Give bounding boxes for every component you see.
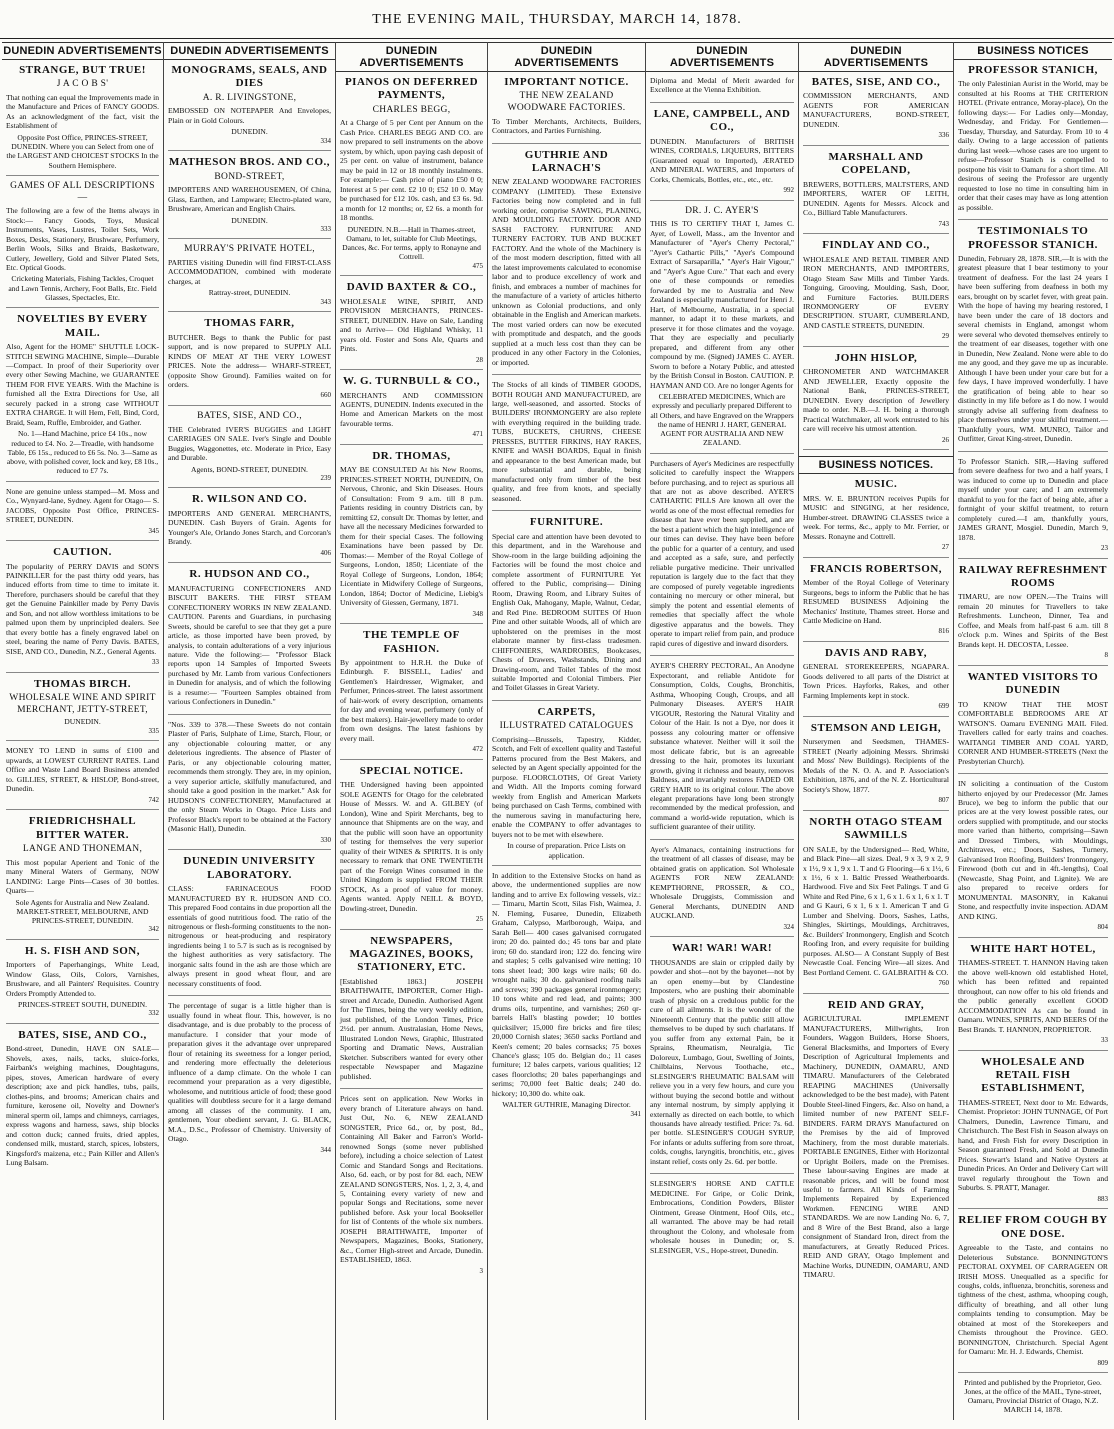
ad-body-text: MONEY TO LEND in sums of £100 and upwards, at LOWEST CURRENT RATES. Land Office and Waste Land Board Business attended to. GILLIES, STREET, & HISLOP, Bond-street, Dunedin.: [6, 746, 159, 794]
advertisement: [168, 244, 331, 312]
ad-headline: IMPORTANT NOTICE.: [504, 76, 629, 88]
ad-subheading: MURRAY'S PRIVATE HOTEL,: [184, 244, 315, 255]
ad-headline: THE TEMPLE OF FASHION.: [363, 629, 460, 655]
ad-headline: R. WILSON AND CO.: [192, 493, 307, 506]
ad-body-text: Bond-street, Dunedin, HAVE ON SALE— Shovels, axes, nails, tacks, sluice-forks, Fairbank's weighing machines, Doughtaguns, pipes, stoves, American hardware of every description; axe and pick handles, tubs, pails, clothes-pins, and brooms; American chairs and furniture, kerosene oil, Novelty and Downer's mineral sperm oil, lamps and chimneys, carriages, express wagons and harness, saws, ship blocks and cotton duck; canned fruits, dried apples, condensed milk, mustard, starch, spices, lobsters, Kingsford's maizena, etc.; Pain Killer and Allen's Lung Balsam.: [6, 1044, 159, 1168]
advertisement: [168, 493, 331, 563]
advertisement: [168, 317, 331, 406]
ad-footer-text: Sole Agents for Australia and New Zealand. MARKET-STREET, MELBOURNE, AND PRINCES-STREET, DUNEDIN.: [15, 897, 150, 926]
ad-reference-number: 348: [472, 609, 483, 618]
ad-footer-text: Opposite Post Office, PRINCES-STREET, DUNEDIN. Where you can Select from one of the LARGEST AND CHOICEST STOCKS In the Southern Hemisphere.: [6, 132, 159, 170]
ad-body-text: [Established 1863.] JOSEPH BRAITHWAITE, IMPORTER, Corner High-street and Arcade, Dunedin. Authorised Agent for The Times, being the very weekly edition, just published, of the London Times, Price 2½d. per annum. Australasian, Home News, Illustrated London News, Graphic, Illustrated Sporting and Dramatic News, Australian Sketcher. Subscribers wanted for every other respectable Newspaper and Magazine published.: [340, 976, 483, 1081]
advertisement: [958, 1056, 1108, 1210]
advertisement: [168, 64, 331, 151]
ad-body-text: Agreeable to the Taste, and contains no Deleterious Substance. BONNINGTON'S PECTORAL OXYMEL OF CARRAGEEN OR IRISH MOSS. Unequalled as a specific for coughs, colds, influenza, bronchitis, soreness and tightness of the chest, asthma, whooping cough, difficulty of breathing, and all other lung complaints tending to consumption. May be obtained at most of the Storekeepers and Chemists throughout the Province. GEO. BONNINGTON, Christchurch. Special Agent for Oamaru: Mr. H. J. Edwards, Chemist.: [958, 1243, 1108, 1357]
ad-reference-number: 336: [938, 131, 949, 140]
advertisement: [492, 380, 641, 511]
ad-headline: PIANOS ON DEFERRED PAYMENTS,: [344, 76, 479, 102]
ad-footer-text: WALTER GUTHRIE, Managing Director.: [502, 1100, 631, 1110]
ad-footer-text: PRINCES-STREET SOUTH, DUNEDIN.: [18, 1000, 147, 1010]
column-heading: DUNEDIN ADVERTISEMENTS: [2, 42, 163, 60]
ad-reference-number: 742: [148, 795, 159, 804]
ad-headline: TESTIMONIALS TO PROFESSOR STANICH.: [968, 225, 1098, 251]
ad-subheading: GAMES OF ALL DESCRIPTIONS—: [10, 180, 155, 203]
ad-reference-number: 33: [1101, 1036, 1108, 1045]
column-6: [799, 42, 954, 1420]
ad-reference-number: 324: [783, 922, 794, 931]
ad-reference-number: 8: [1104, 651, 1108, 660]
ad-body-text: THAMES-STREET, Next door to Mr. Edwards, Chemist. Proprietor: JOHN TUNNAGE, Of Port Chalmers, Dunedin, Lawrence Timaru, and Christchurch. The Best Fish in Season always on hand, and Fresh Fish for every Description in Season guaranteed Fresh, and Sold at Dunedin Prices. Stewart's Island and Native Oysters at Dunedin Prices. An Order and Delivery Cart will travel regularly throughout the Town and Suburbs. S. PRATT, Manager.: [958, 1097, 1108, 1193]
ad-headline: RELIEF FROM COUGH BY ONE DOSE.: [958, 1214, 1108, 1240]
advertisement: [803, 722, 949, 811]
ad-headline: MARSHALL AND COPELAND,: [828, 150, 924, 177]
column-4: [488, 42, 646, 1420]
ad-reference-number: 332: [148, 1009, 159, 1018]
ad-footer-text: No. 1—Hand Machine, price £4 10s., now reduced to £4. No. 2—Treadle, with handsome Table, £6 15s., reduced to £6 5s. No. 3—Same as above, with polished cover, lock and key, £8 10s., reduced to £7 7s.: [6, 429, 159, 476]
advertisement: [168, 855, 331, 996]
ad-reference-number: 743: [938, 219, 949, 228]
column-1: [2, 42, 164, 1420]
advertisement: [340, 76, 483, 276]
ad-body-text: MAY BE CONSULTED At his New Rooms, PRINCES-STREET NORTH, DUNEDIN, On Nervous, Chronic, and Skin Diseases. Hours of Consultation: From 9 a.m. till 8 p.m. Patients residing in country Districts can, by remitting £2, consult Dr. Thomas by letter, and have all the necessary Medicines forwarded to them for their special Cases. The following Examinations have been passed by Dr. Thomas:— Member of the Royal College of Surgeons, London, 1850; Licentiate of the Royal College of Surgeons, London, 1864; Licentiate in Midwifery College of Surgeons, London, 1864; Doctor of Medicine, Liebig's University of Giessen, Germany, 1871.: [340, 465, 483, 608]
ad-reference-number: 342: [148, 925, 159, 934]
advertisement: [958, 564, 1108, 666]
ad-subheading: A. R. LIVINGSTONE,: [202, 92, 297, 103]
ad-headline: THOMAS FARR,: [204, 317, 295, 330]
ad-footer-text: DUNEDIN. N.B.—Hall in Thames-street, Oamaru, to let, suitable for Club Meetings, Dances, &c. For terms, apply to Ronayne and Cottrell.: [342, 224, 481, 262]
ad-reference-number: 809: [1097, 1358, 1108, 1367]
advertisement: [6, 945, 159, 1024]
masthead: [0, 0, 1114, 40]
advertisement: [803, 478, 949, 557]
advertisement: [492, 516, 641, 701]
ad-body-text: In addition to the Extensive Stocks on hand as above, the undermentioned supplies are now landing and to arrive Ex following vessels, viz.:— Timaru, Martin Scott, Silas Fish, Waimea, J. N. Fleming, Fusaree, Dunedin, Elizabeth Graham, Calypso, Marlborough, Waipa, and Sarah Bell— 400 cases galvanised corrugated iron; 20 do. painted do.; 45 tons bar and plate iron; 60 do. standard iron; 122 do. fencing wire and staples; 5 cells galvanised wire netting; 10 tons sheet lead; 300 kegs wire nails; 60 do. wrought nails; 30 do. galvanised roofing nails and screws; 390 packages general ironmongery; 10 tons white and red lead, and paints; 300 drums oils, turpentine, and varnishes; 260 qr-barrels Hall's blasting powder; 10 bottles quicksilver; 15,000 fire bricks and fire tiles; 20,000 Cornish slates; 3650 sacks Portland and Keen's cement; 20 bales cornsacks; 75 boxes Chance's glass; 105 do. Belgian do.; 11 cases furniture; 12 bales carpets, various qualities; 12 cases floorcloths; 20 bales paperhangings and serims; 70,000 feet Baltic deals; 240 do. hickory; 10,300 do. white oak.: [492, 870, 641, 1098]
ad-reference-number: 28: [476, 355, 483, 364]
ad-body-text: BREWERS, BOTTLERS, MALTSTERS, AND IMPORTERS, WATER OF LEITH, DUNEDIN. Agents for Messrs. Alcock and Co., Billiard Table Manufacturers.: [803, 179, 949, 218]
ad-reference-number: 472: [472, 745, 483, 754]
ad-headline: MUSIC.: [854, 478, 898, 491]
ad-headline: W. G. TURNBULL & CO.,: [342, 375, 481, 388]
advertisement: [650, 76, 794, 103]
ad-body-text: Special care and attention have been devoted to this department, and in the Warehouse and Show-room in the large building adjoining the Factories will be found the most choice and complete assortment of FURNITURE Yet offered to the Public, comprising— Dining Room, Drawing Room, and Library Suites of English Oak, Mahogany, Maple, Walnut, Cedar, and Red Pine. BEDROOM SUITES Of Huon Pine and other suitable Woods, all of which are upholstered on the premises in the most elaborate manner by first-class tradesmen. CHIFFONIERS, WARDROBES, Bookcases, Chests of Drawers, Washstands, Dining and Drawing-room, and Toilet Tables of the most suitable Imported and Colonial Timbers. Pier and Toilet Glasses in Great Variety.: [492, 531, 641, 693]
advertisement: [340, 1094, 483, 1280]
advertisement: [650, 1179, 794, 1262]
ad-reference-number: 25: [476, 915, 483, 924]
advertisement: [650, 459, 794, 657]
ad-body-text: Diploma and Medal of Merit awarded for Excellence at the Vienna Exhibition.: [650, 76, 794, 95]
ad-body-text: Ayer's Almanacs, containing instructions for the treatment of all classes of disease, may be obtained gratis on application. Sol Wholesale AGENTS FOR NEW ZEALAND: KEMPTHORNE, PROSSER, & CO., Wholesale Druggists, Commission and General Merchants, DUNEDIN AND AUCKLAND.: [650, 844, 794, 921]
ad-headline: GUTHRIE AND LARNACH'S: [524, 148, 609, 174]
ad-footer-text: In course of preparation. Price Lists on application.: [507, 841, 626, 860]
column-heading: BUSINESS NOTICES: [954, 42, 1112, 60]
advertisement: [650, 942, 794, 1174]
ad-body-text: By appointment to H.R.H. the Duke of Edinburgh. F. BISSELL, Ladies' and Gentlemen's Hairdresser, Wigmaker, and Perfumer, Princes-street. The latest assortment of hair-work of every description, ornaments for day and evening wear, perfumery (only of the best makers). Hair-jewellery made to order from own designs. The latest fashions by every mail.: [340, 657, 483, 743]
ad-body-text: The Stocks of all kinds of TIMBER GOODS, BOTH ROUGH AND MANUFACTURED, are large, well-seasoned, and assorted. Stocks of BUILDERS' IRONMONGERY are also replete with everything required in the building trade. TUBS, BUCKETS, CHURNS, CHEESE PRESSES, BUTTER FIRKINS, HAY RAKES, KNIFE and WASH BOARDS, Equal in finish and appearance to the best American made, but more substantial and durable, being manufactured only from timber of the best quality, and free from knots, and specially seasoned.: [492, 380, 641, 503]
ad-body-text: MANUFACTURING CONFECTIONERS AND BISCUIT BAKERS. THE FIRST STEAM CONFECTIONERY WORKS IN NEW ZEALAND. CAUTION. Parents and Guardians, in purchasing Sweets, should be careful to see that they get a pure article, as those imported have been proved, by analysis, to contain adulterations of a very injurious nature. Vide the following:— "Professor Black reports upon 14 Samples of Imported Sweets purchased by Mr. Lamb from various Confectioners in Dunedin for analysis, and of which the following is a resume:— "Fourteen Samples obtained from various Confectioners in Dunedin.": [168, 583, 331, 707]
advertisement: [958, 225, 1108, 452]
ad-body-text: THE Celebrated IVER'S BUGGIES and LIGHT CARRIAGES ON SALE. Iver's Single and Double Buggies, Waggonettes, etc. Moderate in Price, Easy and Durable.: [168, 424, 331, 463]
ad-body-text: WHOLESALE AND RETAIL TIMBER AND IRON MERCHANTS, AND IMPORTERS, Otago Steam Saw Mills and Timber Yards. Tonguing, Grooving, Moulding, Sash, Door, and Furniture Factories. BUILDERS IRONMONGERY OF EVERY DESCRIPTION. STUART, CUMBERLAND, AND CASTLE STREETS, DUNEDIN.: [803, 254, 949, 330]
ad-body-text: The following are a few of the Items always in Stock:— Fancy Goods, Toys, Musical Instruments, Vases, Lustres, Toilet Sets, Work Boxes, Desks, Stationery, Brushware, Perfumery, Berlin Wools, Silks and Braids, Basketware, Cutlery, Jewellery, Gold and Silver Plated Sets, Etc. Optical Goods.: [6, 206, 159, 272]
ad-reference-number: 333: [320, 224, 331, 233]
ad-headline: FINDLAY AND CO.,: [822, 239, 930, 252]
advertisement: [6, 1029, 159, 1175]
advertisement: [340, 935, 483, 1090]
ad-body-text: To Professor Stanich. SIR,—Having suffered from severe deafness for two and a half years, I was induced to come up to Dunedin and place myself under your care; and I am extremely thankful to you for the fact of being able, after a fortnight of your skilful treatment, to return completely cured.—I am, thankfully yours, JAMES GRANT, Mosgiel. Dunedin, March 9, 1878.: [958, 456, 1108, 542]
ad-body-text: IN soliciting a continuation of the Custom hitherto enjoyed by our Predecessor (Mr. James Bruce), we beg to inform the public that our prices are at the very lowest possible rates, our orders supplied with promptitude, and our stocks more varied than hitherto, comprising—Sawn and Dressed Timbers, with Mouldings, Architraves, etc.; Doors, Sashes, Turnery, Galvanised Iron Roofing, Builders' Ironmongery, Firewood (both cut and in 4ft.-lengths), Coal (Newcastle, Shag Point, and Lignite). We are also prepared to receive orders for MONUMENTAL MASONRY, in Kakanui Stone, and respectfully invite inspection. ADAM AND KING.: [958, 779, 1108, 921]
ad-reference-number: 699: [938, 702, 949, 711]
advertisement: [803, 816, 949, 994]
ad-headline: FURNITURE.: [529, 516, 604, 529]
ad-body-text: The popularity of PERRY DAVIS and SON'S PAINKILLER for the past thirty odd years, has induced efforts from time to time to imitate it. Therefore, purchasers should be careful that they get the Genuine Painkiller made by Perry Davis and Son, and not allow worthless imitations to be palmed upon them by unprincipled dealers. See that every bottle has a finely engraved label on steel, bearing the name of Perry Davis. BATES, SISE, AND CO., Dunedin, N.Z., General Agents.: [6, 561, 159, 656]
ad-body-text: AGRICULTURAL IMPLEMENT MANUFACTURERS, Millwrights, Iron Founders, Waggon Builders, Horse Shoers, General Blacksmiths, and Importers of Every Description of Agricultural Implements and Machinery, DUNEDIN, OAMARU, AND TIMARU. Manufacturers of the Celebrated REAPING MACHINES (Universally acknowledged to be the best made), with Patent Double Steel-lined Fingers, &c. Also on hand, a limited number of new PATENT SELF-BINDERS. FARM DRAYS Manufactured on the Premises by the aid of Improved Machinery, from the most durable materials. PORTABLE ENGINES, Either with Horizontal or Upright Boilers, made on the Premises. These labour-saving Engines are made at reasonable prices, and will be found most useful to farmers. All Kinds of Farming Implements Repaired by Experienced Workmen. FENCING WIRE AND STANDARDS. We are now Landing No. 6, 7, and 8 Wire of the Best Brand, also a large consignment of Standard Iron, direct from the manufacturers, at Greatly Reduced Prices. REID AND GRAY, Otago Implement and Machine Works, DUNEDIN, OAMARU, AND TIMARU.: [803, 1014, 949, 1280]
ad-headline: DAVIS AND RABY,: [825, 647, 927, 660]
ad-footer-text: DUNEDIN.: [231, 127, 268, 137]
ad-subheading: ILLUSTRATED CATALOGUES: [499, 721, 634, 732]
advertisement: [168, 568, 331, 715]
ad-subheading: BOND-STREET,: [214, 171, 285, 182]
ad-body-text: DUNEDIN. Manufacturers of BRITISH WINES, CORDIALS, LIQUEURS, BITTERS (Guaranteed equal to Imported), ÆRATED AND MINERAL WATERS, and Importers of Corks, Chemicals, Bottles, etc., etc., etc.: [650, 136, 794, 184]
ad-body-text: PARTIES visiting Dunedin will find FIRST-CLASS ACCOMMODATION, combined with moderate charges, at: [168, 257, 331, 286]
ad-headline: SPECIAL NOTICE.: [359, 764, 464, 777]
ad-body-text: MERCHANTS AND COMMISSION AGENTS, DUNEDIN. Indents executed in the Home and American Markets on the most favourable terms.: [340, 390, 483, 428]
column-heading: DUNEDIN ADVERTISEMENTS: [488, 42, 645, 72]
ad-body-text: Importers of Paperhangings, White Lead, Window Glass, Oils, Colors, Varnishes, Brushware, and all Painters' Requisites. Country Orders Promptly Attended to.: [6, 960, 159, 998]
ad-body-text: MRS. W. E. BRUNTON receives Pupils for MUSIC and SINGING, at her residence, Humber-street. DRAWING CLASSES twice a week. For terms, &c., apply to Mr. Ferrier, or Messrs. Ronayne and Cottrell.: [803, 493, 949, 541]
printer-imprint: Printed and published by the Proprietor, Geo. Jones, at the office of the MAIL, Tyne-street, Oamaru, Provincial District of Otago, N.Z. MARCH 14, 1878.: [964, 1378, 1102, 1415]
ad-body-text: To Timber Merchants, Architects, Builders, Contractors, and Parties Furnishing.: [492, 116, 641, 136]
ad-footer-text: Agents, BOND-STREET, DUNEDIN.: [191, 464, 308, 474]
ad-reference-number: 23: [1101, 544, 1108, 553]
ad-body-text: WHOLESALE WINE, SPIRIT, AND PROVISION MERCHANTS, PRINCES-STREET, DUNEDIN. Have on Sale, Landing and to Arrive— Old Highland Whisky, 11 years old. Foster and Sons Ale, Quarts and Pints.: [340, 296, 483, 354]
ad-reference-number: 26: [942, 435, 949, 444]
newspaper-page: [2, 42, 1112, 1422]
ad-body-text: AYER'S CHERRY PECTORAL, An Anodyne Expectorant, and reliable Antidote for Consumption, Colds, Coughs, Bronchitis, Asthma, Whooping Cough, Croups, and all Pulmonary Diseases. AYER'S HAIR VIGOUR, Restoring the Natural Vitality and Colour of the Hair. Is not a Dye, nor does it possess any colouring matter or offensive substance whatever. Neither will it soil the most delicate fabric, but is an agreeable dressing to the hair, promotes its luxuriant growth, giving it richness and beauty, removes Baldness, and invariably restores FADED OR GREY HAIR to its original colour. The above elegant preparations have long been strongly recommended by the medical profession, and command a world-wide reputation, which is sufficient guarantee of their utility.: [650, 661, 794, 832]
advertisement: [168, 156, 331, 239]
ad-body-text: Prices sent on application. New Works in every branch of Literature always on hand. Just Out, No. 6, NEW ZEALAND SONGSTER, Price 6d., or, by post, 8d., Containing All Baker and Farron's World-renowned Songs (some never published before), including a choice selection of Latest Comic and Standard Songs and Recitations. Also, 6d. each, or by post for 8d. each, NEW ZEALAND SONGSTERS, Nos. 1, 2, 3, 4, and 5, Containing every variety of new and popular Songs and Recitations, some never published before. Ask your local Bookseller for list of Contents of the whole six numbers. JOSEPH BRAITHWAITE, Importer of Newspapers, Magazines, Books, Stationery, &c., Corner High-street and Arcade, Dunedin. ESTABLISHED, 1863.: [340, 1094, 483, 1265]
ad-body-text: THE Undersigned having been appointed SOLE AGENTS for Otago for the celebrated House of Messrs. W. and A. GILBEY (of London), Wine and Spirit Merchants, beg to announce that Shipments are on the way, and that the public will soon have an opportunity of testing for themselves the very superior quality of their WINES & SPIRITS. It is only necessary to remark that ONE TWENTIETH part of the Foreign Wines consumed in the United Kingdom is supplied FROM THEIR STOCK, As a proof of value for money. Agents wanted. Apply NEILL & BOYD, Dowling-street, Dunedin.: [340, 780, 483, 913]
ad-body-text: Dunedin, February 28, 1878. SIR,—It is with the greatest pleasure that I bear testimony to your treatment of deafness. For the last 24 years I have been suffering from deafness in both my ears, brought on by scarlet fever, with great pain. With the hope of having my hearing restored, I have been under the care of 18 doctors and several chemists in England, amongst whom were several who devoted themselves entirely to the treatment of ear diseases, together with one in Dunedin, New Zealand. None were able to do me any good, and they gave me up as incurable. Although I have been under your care but for a few days, I have improved wonderfully. I have the gratification of being able to hear so distinctly in my life before as I do now. I would strongly advise all suffering from deafness to place themselves under your skilful treatment.—Thankfully yours, WM. MUNRO, Tailor and Outfitter, Great King-street, Dunedin.: [958, 254, 1108, 444]
ad-reference-number: 345: [148, 526, 159, 535]
ad-subheading: WHOLESALE WINE AND SPIRIT MERCHANT, JETTY-STREET,: [9, 693, 156, 715]
ad-headline: WHOLESALE AND RETAIL FISH ESTABLISHMENT,: [981, 1055, 1085, 1095]
ad-subheading: LANGE AND THONEMAN,: [22, 844, 143, 854]
ad-headline: MONOGRAMS, SEALS, AND DIES: [171, 64, 328, 90]
ad-body-text: Member of the Royal College of Veterinary Surgeons, begs to inform the Public that he has RESUMED BUSINESS Adjoining the Mechanics' Institute, Thames street. Horse and Cattle Medicine on Hand.: [803, 578, 949, 625]
advertisement: [650, 108, 794, 201]
ad-body-text: BUTCHER. Begs to thank the Public for past support, and is now prepared to SUPPLY ALL KINDS OF MEAT AT THE VERY LOWEST PRICES. Note the address— WHARF-STREET, (opposite Show Ground). Families waited on for orders.: [168, 332, 331, 389]
ad-headline: THOMAS BIRCH.: [34, 677, 131, 690]
ad-body-text: Nurserymen and Seedsmen, THAMES-STREET (Nearly adjoining Messrs. Shrimski and Moss' New Buildings). Recipients of the Medals of the N. O. A. and P. Association's Exhibition, 1876, and of the N. Z. Horticultural Society's Show, 1877.: [803, 737, 949, 794]
ad-headline: NOVELTIES BY EVERY MAIL.: [17, 313, 148, 339]
ad-reference-number: 760: [938, 979, 949, 988]
advertisement: [803, 151, 949, 234]
ad-reference-number: 804: [1097, 923, 1108, 932]
advertisement: [803, 76, 949, 146]
ad-headline: RAILWAY REFRESHMENT ROOMS: [959, 563, 1107, 589]
ad-headline: NEWSPAPERS, MAGAZINES, BOOKS, STATIONERY, ETC.: [349, 934, 474, 974]
advertisement: [650, 661, 794, 840]
advertisement: [340, 629, 483, 760]
ad-body-text: TO KNOW THAT THE MOST COMFORTABLE BEDROOMS ARE AT WATSON'S. Oamaru EVENING MAIL Filed. Travellers called for early trains and coaches. WAITANGI TIMBER AND COAL YARD, CORNER AND HUMBER-STREETS (Next the Presbyterian Church).: [958, 699, 1108, 766]
ad-headline: WHITE HART HOTEL,: [970, 942, 1096, 955]
ad-body-text: This most popular Aperient and Tonic of the many Mineral Waters of Germany, NOW LANDING: Large Pints—Cases of 30 bottles. Quarts—: [6, 857, 159, 896]
column-heading: DUNEDIN ADVERTISEMENTS: [164, 42, 335, 60]
advertisement: [168, 1001, 331, 1159]
ad-reference-number: 343: [320, 297, 331, 306]
column-heading: DUNEDIN ADVERTISEMENTS: [336, 42, 487, 72]
ad-footer-text: Cricketing Materials, Fishing Tackles, Croquet and Lawn Tennis, Archery, Foot Balls, Etc. Field Glasses, Spectacles, Etc.: [8, 274, 157, 302]
ad-headline: NORTH OTAGO STEAM SAWMILLS: [809, 815, 943, 842]
advertisement: [803, 563, 949, 642]
ad-body-text: COMMISSION MERCHANTS, AND AGENTS FOR AMERICAN MANUFACTURERS, BOND-STREET, DUNEDIN.: [803, 91, 949, 129]
ad-reference-number: 475: [472, 261, 483, 270]
ad-reference-number: 807: [938, 796, 949, 805]
ad-reference-number: 471: [472, 430, 483, 439]
ad-headline: PROFESSOR STANICH,: [968, 64, 1098, 76]
ad-reference-number: 406: [320, 548, 331, 557]
column-heading: DUNEDIN ADVERTISEMENTS: [799, 42, 953, 72]
ad-headline: JOHN HISLOP,: [834, 351, 918, 364]
advertisement: [803, 352, 949, 450]
advertisement: [803, 239, 949, 347]
section-heading: BUSINESS NOTICES.: [799, 456, 953, 474]
ad-headline: WANTED VISITORS TO DUNEDIN: [967, 670, 1099, 697]
ad-reference-number: 3: [479, 1266, 483, 1275]
advertisement: [958, 943, 1108, 1051]
advertisement: [6, 746, 159, 810]
ad-body-text: The only Palestinian Aurist in the World, may be consulted at his Rooms at THE CRITERION HOTEL (Private entrance, Moray-place), On the following days:— For Ladies only—Monday, Wednesday, and Friday. For Gentlemen—Tuesday, Thursday, and Saturday. From 10 to 4 daily. Owing to a large accession of patients during last week—whose cases are too urgent to refuse—Professor Stanich is compelled to postpone his visit to Oamaru for a short time. All desirous of seeing the Professor are urgently requested to lose no time in consulting him in order that their cases may have as long attention as possible.: [958, 79, 1108, 212]
ad-reference-number: 992: [783, 186, 794, 195]
ad-subheading: J A C O B S': [56, 79, 109, 90]
ad-body-text: TIMARU, are now OPEN.—The Trains will remain 20 minutes for Travellers to take Refreshments. Luncheon, Dinner, Tea and Coffee, and Meals from half-past 6 a.m. till 8 o'clock p.m. Wines and Spirits of the Best Brands kept. H. DECOSTA, Lessee.: [958, 592, 1108, 649]
ad-body-text: CLASS: FARINACEOUS FOOD MANUFACTURED BY R. HUDSON AND CO. This prepared Food contains in due proportion all the essentials of good nutritious food. The ratio of the nitrogenous or flesh-forming constituents to the non-nitrogenous or heat-producing and respiratory ingredients being 1 to 5.7 is such as is recognised by the highest authorities as very satisfactory. The inorganic salts found in the ash are those which are always present in good wheat flour, and are necessary constituents of food.: [168, 884, 331, 988]
ad-reference-number: 33: [152, 658, 159, 667]
ad-headline: FRANCIS ROBERTSON,: [809, 562, 943, 575]
ad-headline: CARPETS,: [537, 705, 596, 718]
masthead-title: THE EVENING MAIL, THURSDAY, MARCH 14, 1878.: [372, 12, 742, 27]
ad-reference-number: 883: [1097, 1194, 1108, 1203]
ad-headline: DR. THOMAS,: [372, 449, 451, 462]
ad-reference-number: 816: [938, 627, 949, 636]
advertisement: [958, 64, 1108, 220]
advertisement: [340, 765, 483, 930]
ad-headline: FRIEDRICHSHALL BITTER WATER.: [28, 815, 137, 841]
masthead-rule: [0, 38, 1114, 39]
ad-body-text: None are genuine unless stamped—M. Moss and Co., Wynyard-lane, Sydney. Agent for Otago— S. JACOBS, Opposite Post Office, PRINCES-STREET, DUNEDIN.: [6, 486, 159, 525]
advertisement: [6, 64, 159, 176]
ad-reference-number: 239: [320, 473, 331, 482]
ad-body-text: SLESINGER'S HORSE AND CATTLE MEDICINE. For Gripe, or Colic Drink, Embrocations, Condition Powders, Blister Ointment, Grease Ointment, Hoof Oils, etc., all warranted. The above may be had retail throughout the Colony, and wholesale from wholesale houses in Dunedin; or, S. SLESINGER, V.S., Hope-street, Dunedin.: [650, 1179, 794, 1255]
column-2: [164, 42, 336, 1420]
column-5: [646, 42, 799, 1420]
ad-subheading: CHARLES BEGG,: [372, 104, 451, 115]
ad-reference-number: 660: [320, 391, 331, 400]
ad-headline: STRANGE, BUT TRUE!: [19, 64, 146, 76]
ad-reference-number: 341: [630, 1109, 641, 1118]
ad-footer-text: DUNEDIN.: [64, 717, 101, 727]
advertisement: [340, 450, 483, 624]
column-3: [336, 42, 488, 1420]
ad-headline: DAVID BAXTER & CO.,: [346, 281, 477, 294]
advertisement: [650, 206, 794, 454]
advertisement: [492, 149, 641, 376]
ad-headline: DUNEDIN UNIVERSITY LABORATORY.: [183, 855, 316, 881]
advertisement: [803, 999, 949, 1287]
advertisement: [340, 281, 483, 370]
ad-headline: WAR! WAR! WAR!: [671, 942, 773, 955]
ad-headline: CAUTION.: [53, 546, 112, 559]
ad-body-text: At a Charge of 5 per Cent per Annum on the Cash Price. CHARLES BEGG AND CO. are now prepared to sell instruments on the above system, by which, upon paying cash deposit of 25 per cent. on value of instrument, balance may be paid in 12 or 18 monthly instalments. For example:— Cash price of piano £50 0 0; Interest at 5 per cent. £2 10 0; £52 10 0. May be purchased for £12 10s. cash, and £3 6s. 9d. a month for 12 months; or, £2 6s. a month for 18 months.: [340, 118, 483, 223]
ad-body-text: GENERAL STOREKEEPERS, NGAPARA. Goods delivered to all parts of the District at Town Prices. Hayforks, Rakes, and other Farming Implements kept in stock.: [803, 662, 949, 700]
ad-body-text: THAMES-STREET. T. HANNON Having taken the above well-known old established Hotel, which has been refitted and repainted throughout, can now offer to his old friends and the public generally excellent GOOD ACCOMMODATION As can be found in Oamaru. WINES, SPIRITS, AND BEERS Of the Best Brands. T. HANNON, PROPRIETOR.: [958, 958, 1108, 1034]
ad-headline: BATES, SISE, AND CO.,: [18, 1028, 147, 1041]
advertisement: [958, 779, 1108, 938]
ad-headline: R. HUDSON AND CO.,: [189, 568, 310, 581]
ad-body-text: That nothing can equal the Improvements made in the Manufacture and Prices of FANCY GOODS. As an acknowledgment of the fact, visit the Establishment of: [6, 92, 159, 131]
ad-body-text: NEW ZEALAND WOODWARE FACTORIES COMPANY (LIMITED). These Extensive Factories being now completed and in full working order, comprise SAWING, PLANING, AND MOULDING FACTORY. DOOR AND SASH FACTORY. FURNITURE AND TURNERY FACTORY. TUB AND BUCKET FACTORY. And the whole of the Machinery is of the most modern description, fitted with all the latest improvements calculated to economise labor and to produce excellency of work and finish, and embraces a number of machines for the manufacture of a variety of articles hitherto unknown as Colonial productions, and only obtainable in the English and American markets. The most varied orders can now be executed with promptitude and despatch, and the goods supplied at a much less cost than they can be produced in any other Factory in the Colonies, or imported.: [492, 177, 641, 367]
ad-body-text: IMPORTERS AND GENERAL MERCHANTS, DUNEDIN. Cash Buyers of Grain. Agents for Younger's Ale, Orlando Jones Starch, and Corcoran's Brandy.: [168, 508, 331, 547]
advertisement: [6, 678, 159, 741]
advertisement: [168, 720, 331, 850]
advertisement: [492, 76, 641, 144]
ad-reference-number: 29: [942, 332, 949, 341]
advertisement: [6, 313, 159, 481]
advertisement: [650, 845, 794, 937]
ad-body-text: ON SALE, by the Undersigned— Red, White, and Black Pine—all sizes. Deal, 9 x 3, 9 x 2, 9 x 1½, 9 x 1, 9 x 1. T and G Flooring—6 x 1½, 6 x 1½, 6 x 1. Baltic Pressed Weatherboards. Hardwood. Five and Six Feet Palings. T and G White and Red Pine, 6 x 1, 6 x 1. 6 x 1, 6 x 1. T and G Kauri, 6 x 1, 6 x 1. American T and G Lumber and Shelving. Doors, Sashes, Laths, Shingles, Skirtings, Mouldings, Architraves, &c. Builders' Ironmongery, English and Scotch Roofing Iron, and every requisite for building purposes. ALSO— A Constant Supply of Best Newcastle Coal. Fencing Wire—all sizes. And Best Portland Cement. C. GALBRAITH & CO.: [803, 844, 949, 977]
ad-body-text: Comprising—Brussels, Tapestry, Kidder, Scotch, and Felt of excellent quality and Tasteful Patterns procured from the Best Makers, and selected by an Agent specially appointed for the purpose. FLOORCLOTHS, Of Great Variety and Width. All the Imports coming forward weekly from English and American Markets being purchased on Cash Terms, combined with the numerous saving in manufacturing here, enable the COMPANY to offer advantages to buyers not to be met with elsewhere.: [492, 734, 641, 839]
ad-reference-number: 330: [320, 835, 331, 844]
advertisement: [6, 546, 159, 673]
ad-subheading: DR. J. C. AYER'S: [685, 205, 759, 216]
column-7: [954, 42, 1112, 1420]
ad-subheading: BATES, SISE, AND CO.,: [197, 411, 302, 422]
ad-body-text: IMPORTERS AND WAREHOUSEMEN, Of China, Glass, Earthen, and Lampware; Electro-plated ware, Brushware, American and English Chairs.: [168, 185, 331, 214]
ad-body-text: Also, Agent for the HOME" SHUTTLE LOCK-STITCH SEWING MACHINE, Simple—Durable—Compact. In proof of their Superiority over every other Sewing Machine, we GUARANTEE THEM FOR FIVE YEARS. With the Machine is furnished all the Extra Directions for Use, all securely packed in a strong case WITHOUT EXTRA CHARGE. It will Hem, Fell, Bind, Cord, Braid, Seam, Ruffle, Embroider, and Gather.: [6, 342, 159, 427]
ad-headline: REID AND GRAY,: [827, 998, 925, 1011]
ad-footer-text: CELEBRATED MEDICINES, Which are expressly and peculiarly prepared Different to all Others, and have Engraved on the Wrappers the name of HENRI J. HART, GENERAL AGENT FOR AUSTRALIA AND NEW ZEALAND.: [650, 392, 794, 448]
ad-headline: LANE, CAMPBELL, AND CO.,: [653, 107, 791, 134]
advertisement: [958, 671, 1108, 774]
advertisement: [958, 1214, 1108, 1373]
advertisement: [168, 411, 331, 488]
advertisement: [958, 457, 1108, 559]
advertisement: [492, 871, 641, 1123]
ad-reference-number: 344: [320, 1145, 331, 1154]
advertisement: [340, 375, 483, 445]
ad-body-text: "Nos. 339 to 378.—These Sweets do not contain Plaster of Paris, Sulphate of Lime, Starch, Flour, or any objectionable colouring matter, or any deleterious ingredients. The absence of Plaster of Paris, or any objectionable colouring matter, recommends them strongly. They are, in my opinion, a very superior article, skilfully manufactured, and should take a good position in the market." Ask for HUDSON'S CONFECTIONERY, Manufactured at the only Steam Works in Otago. Price Lists and Professor Black's report to be obtained at the Factory (Masonic Hall), Dunedin.: [168, 719, 331, 834]
ad-body-text: The percentage of sugar is a little higher than is usually found in wheat flour. This, however, is no disadvantage, and is due probably to the process of manufacture. I consider that your mode of preparation gives it the advantage over unprepared flour of retaining its sweetness for a longer period, and rendering more effectually the deleterious influence of a damp climate. On the whole I can recommend your preparation as a very digestible, wholesome, and nutritious article of food; these good qualities will doubtless secure for it a large demand among all classes of the community. I am, gentlemen, Your obedient servant, J. G. BLACK, M.A., D.Sc., Professor of Chemistry. University of Otago.: [168, 1001, 331, 1144]
column-heading: DUNEDIN ADVERTISEMENTS: [646, 42, 798, 72]
advertisement: [492, 706, 641, 866]
ad-subheading: THE NEW ZEALAND WOODWARE FACTORIES.: [507, 91, 626, 113]
ad-headline: BATES, SISE, AND CO.,: [811, 76, 941, 88]
advertisement: [6, 487, 159, 541]
ad-reference-number: 27: [942, 543, 949, 552]
ad-headline: MATHESON BROS. AND CO.,: [168, 156, 331, 169]
advertisement: [6, 181, 159, 308]
advertisement: [6, 815, 159, 940]
ad-body-text: Purchasers of Ayer's Medicines are respectfully solicited to carefully inspect the Wrappers before purchasing, and to reject as spurious all that are not as above described. AYER'S CATHARTIC PILLS Are known all over the world as one of the most effectual remedies for disease that have ever been supplied, and are the best a patient which the high intelligence of our times can devise. They have been before the public for a quarter of a century, and used and accepted as a safe, sure, and perfectly reliable purgative medicine. Their unrivalled reputation is largely due to the fact that they are composed of purely vegetable ingredients containing no mercury or other mineral, but simply the potent and essential elements of remedies that specially affect the whole digestive apparatus and the bowels. They operate to impart relief from pain, and produce rapid cures of digestive and inward disorders.: [650, 458, 794, 648]
ad-footer-text: Rattray-street, DUNEDIN.: [208, 288, 291, 298]
advertisement: [803, 647, 949, 717]
ad-footer-text: DUNEDIN.: [231, 215, 268, 225]
ad-headline: STEMSON AND LEIGH,: [810, 721, 942, 734]
ad-body-text: CHRONOMETER AND WATCHMAKER AND JEWELLER, Exactly opposite the National Bank, PRINCES-STREET, DUNEDIN. Every description of Jewellery made to order. N.B.—J. H. being a thorough Practical Watchmaker, all work entrusted to his care will receive his utmost attention.: [803, 367, 949, 434]
ad-body-text: THIS IS TO CERTIFY THAT I, James C. Ayer, of Lowell, Mass., am the Inventor and Manufacturer of "Ayer's Cherry Pectoral," "Ayer's Cathartic Pills," "Ayer's Compound Extract of Sarsaparilla," "Ayer's Hair Vigour," and "Ayer's Ague Cure." That each and every one of these compounds or remedies forwarded by me to Australia and New Zealand is especially manufactured for Henri J. Hart, of Melbourne, Australia, in a special manner, to adapt it to these markets, and preserve it for those climates and the voyage. That they are especially and peculiarly prepared, and different from any other compound by me. (Signed) JAMES C. AYER. Sworn to before a Notary Public, and attested by the British Consul in Boston. CAUTION. P. HAYMAN AND CO. Are no longer Agents for: [650, 219, 795, 390]
ad-body-text: THOUSANDS are slain or crippled daily by powder and shot—not by the bayonet—not by an open enemy—but by Clandestine Imposters, who are pushing their abominable trash of physic on a credulous public for the cure of all ailments. It is the wonder of the Nineteenth Century that the public still allow themselves to be duped by such charlatans. If you suffer from any external Pain, be it Sprains, Rheumatism, Neuralgia, Tic Doloreux, Lumbago, Gout, Swelling of Joints, Chilblains, Nervous Toothache, etc., SLESINGER'S RHEUMATIC BALSAM will relieve you in a very few hours, and cure you without buying the second bottle and without any internal nostrum, by simply applying it externally as directed on each bottle, to which thousands have already testified. Price: 7s. 6d. per bottle. SLESINGER'S COUGH SYRUP, For infants or adults suffering from sore throat, colds, coughs, laryngitis, bronchitis, etc., gives instant relief, costs only 2s. 6d. per bottle.: [650, 957, 794, 1166]
ad-reference-number: 334: [320, 136, 331, 145]
ad-reference-number: 335: [148, 726, 159, 735]
ad-body-text: EMBOSSED ON NOTEPAPER And Envelopes, Plain or in Gold Colours.: [168, 106, 331, 125]
ad-headline: H. S. FISH AND SON,: [25, 944, 140, 957]
